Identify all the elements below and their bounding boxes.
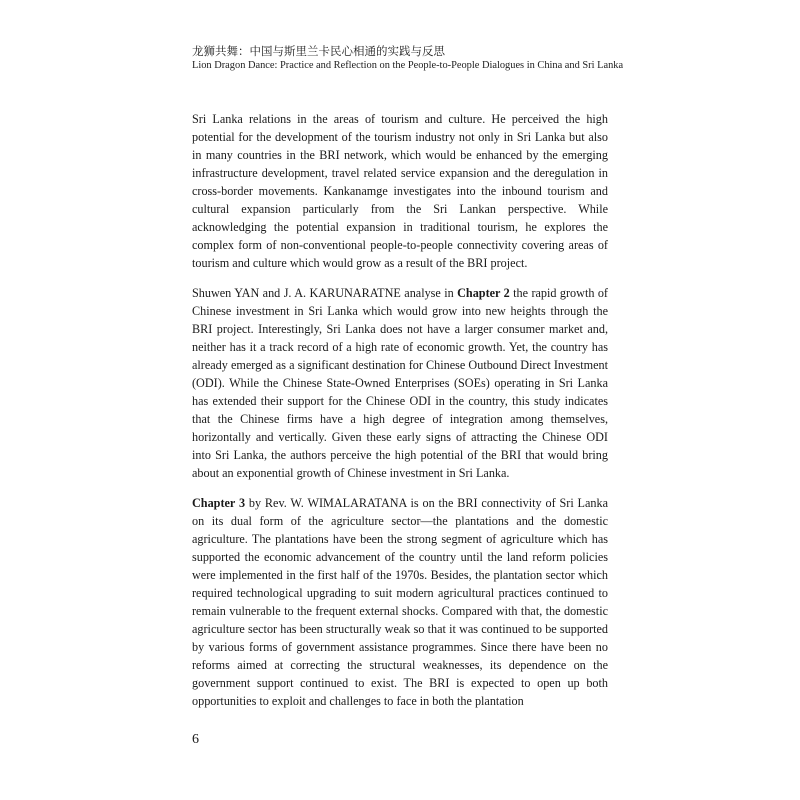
body-text <box>192 110 608 722</box>
paragraph-text-lead: Shuwen YAN and J. A. KARUNARATNE analyse in <box>192 286 458 300</box>
book-title-english: Lion Dragon Dance: Practice and Reflection on the People-to-People Dialogues in China and Sri Lanka <box>192 60 624 71</box>
paragraph-text: the rapid growth of Chinese investment in Sri Lanka which would grow into new heights through the BRI project. Interestingly, Sri Lanka does not have a larger consumer market and, neither has it a track record of a high rate of economic growth. Yet, the country has already emerged as a significant destination for Chinese Outbound Direct Investment (ODI). While the Chinese State-Owned Enterprises (SOEs) operating in Sri Lanka has extended their support for the Chinese ODI in the country, this study indicates that the Chinese firms have a high degree of integration among themselves, horizontally and vertically. Given these early signs of attracting the Chinese ODI into Sri Lanka, the authors perceive the high potential of the BRI that would bring about an exponential growth of Chinese investment in Sri Lanka. <box>192 286 608 480</box>
page-number: 6 <box>192 732 199 747</box>
chapter-3-reference: Chapter 3 <box>192 496 246 510</box>
chapter-2-reference: Chapter 2 <box>457 286 510 300</box>
running-header <box>192 43 624 72</box>
paragraph-chapter-3 <box>192 494 608 710</box>
paragraph-chapter-2 <box>192 284 608 482</box>
paragraph-text: by Rev. W. WIMALARATANA is on the BRI connectivity of Sri Lanka on its dual form of the agriculture sector—the plantations and the domestic agriculture. The plantations have been the strong segment of agriculture which has supported the economic advancement of the country until the land reform policies were implemented in the first half of the 1970s. Besides, the plantation sector which required technological upgrading to suit modern agricultural practices continued to remain vulnerable to the frequent external shocks. Compared with that, the domestic agriculture sector has been structurally weak so that it was continued to be supported by various forms of government assistance programmes. Since there have been no reforms aimed at correcting the structural weaknesses, its dependence on the government support continued to exist. The BRI is expected to open up both opportunities to exploit and challenges to face in both the plantation <box>192 496 608 708</box>
paragraph-tourism-culture <box>192 110 608 272</box>
book-title-chinese: 龙狮共舞：中国与斯里兰卡民心相通的实践与反思 <box>192 44 445 58</box>
paragraph-text: Sri Lanka relations in the areas of tourism and culture. He perceived the high potential for the development of the tourism industry not only in Sri Lanka but also in many countries in the BRI network, which would be enhanced by the emerging infrastructure development, travel related service expansion and the deregulation in cross-border movements. Kankanamge investigates into the inbound tourism and cultural expansion particularly from the Sri Lankan perspective. While acknowledging the potential expansion in traditional tourism, he explores the complex form of non-conventional people-to-people connectivity covering areas of tourism and culture which would grow as a result of the BRI project. <box>192 112 608 270</box>
